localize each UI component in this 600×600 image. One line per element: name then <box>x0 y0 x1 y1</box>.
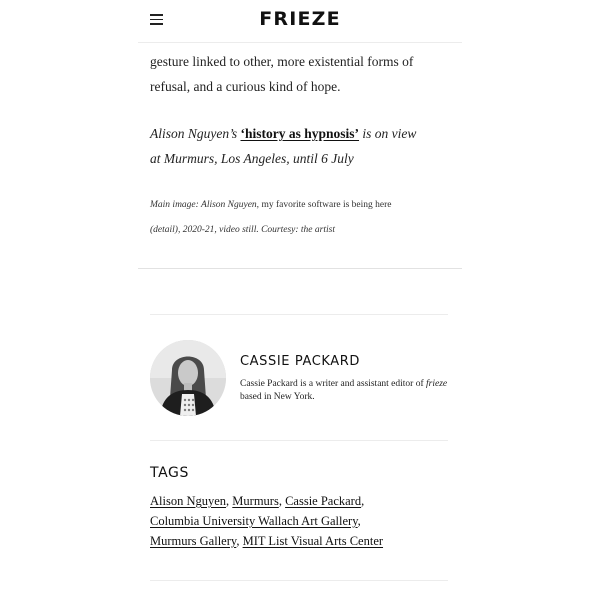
author-bio-location: based in New York. <box>240 391 315 402</box>
exhibition-info-middle: is on view <box>359 126 417 141</box>
exhibition-info <box>150 121 450 171</box>
tags-heading: TAGS <box>150 465 189 481</box>
article-page <box>138 0 462 600</box>
tag-link[interactable]: Murmurs Gallery <box>150 534 237 548</box>
bottom-divider <box>150 580 448 581</box>
author-bio-text: Cassie Packard is a writer and assistant editor of <box>240 379 426 389</box>
tag-link[interactable]: Murmurs <box>232 494 279 508</box>
author-portrait-image <box>150 340 226 416</box>
exhibition-info-prefix: Alison Nguyen’s <box>150 126 241 141</box>
tags-row: Columbia University Wallach Art Gallery, <box>150 514 361 528</box>
author-bio-publication: frieze <box>426 379 448 389</box>
tag-link[interactable]: MIT List Visual Arts Center <box>242 534 384 548</box>
article-end-divider <box>138 268 462 269</box>
tag-link[interactable]: Columbia University Wallach Art Gallery <box>150 514 358 528</box>
tags-row: Murmurs Gallery, MIT List Visual Arts Center <box>150 534 384 548</box>
tags-row: Alison Nguyen, Murmurs, Cassie Packard, <box>150 494 365 508</box>
exhibition-info-venue: at Murmurs, Los Angeles, until 6 July <box>150 151 354 166</box>
image-caption <box>150 193 450 243</box>
author-avatar[interactable] <box>150 340 226 416</box>
tags-list <box>150 491 450 551</box>
frieze-logo[interactable]: FRIEZE <box>259 8 341 30</box>
exhibition-link[interactable]: ‘history as hypnosis’ <box>240 126 360 141</box>
author-top-divider <box>150 314 448 315</box>
tag-link[interactable]: Cassie Packard <box>285 494 362 508</box>
article-paragraph: gesture linked to other, more existential forms of refusal, and a curious kind of hope. <box>150 54 414 94</box>
author-name[interactable]: CASSIE PACKARD <box>240 354 361 369</box>
tags-top-divider <box>150 440 448 441</box>
caption-prefix: Main image: Alison Nguyen, <box>150 200 262 210</box>
author-bio <box>240 378 450 403</box>
site-header <box>138 0 462 43</box>
caption-title: my favorite software is being here <box>261 200 392 210</box>
caption-details: (detail), 2020-21, video still. Courtesy: the artist <box>150 225 335 235</box>
tag-link[interactable]: Alison Nguyen <box>150 494 227 508</box>
